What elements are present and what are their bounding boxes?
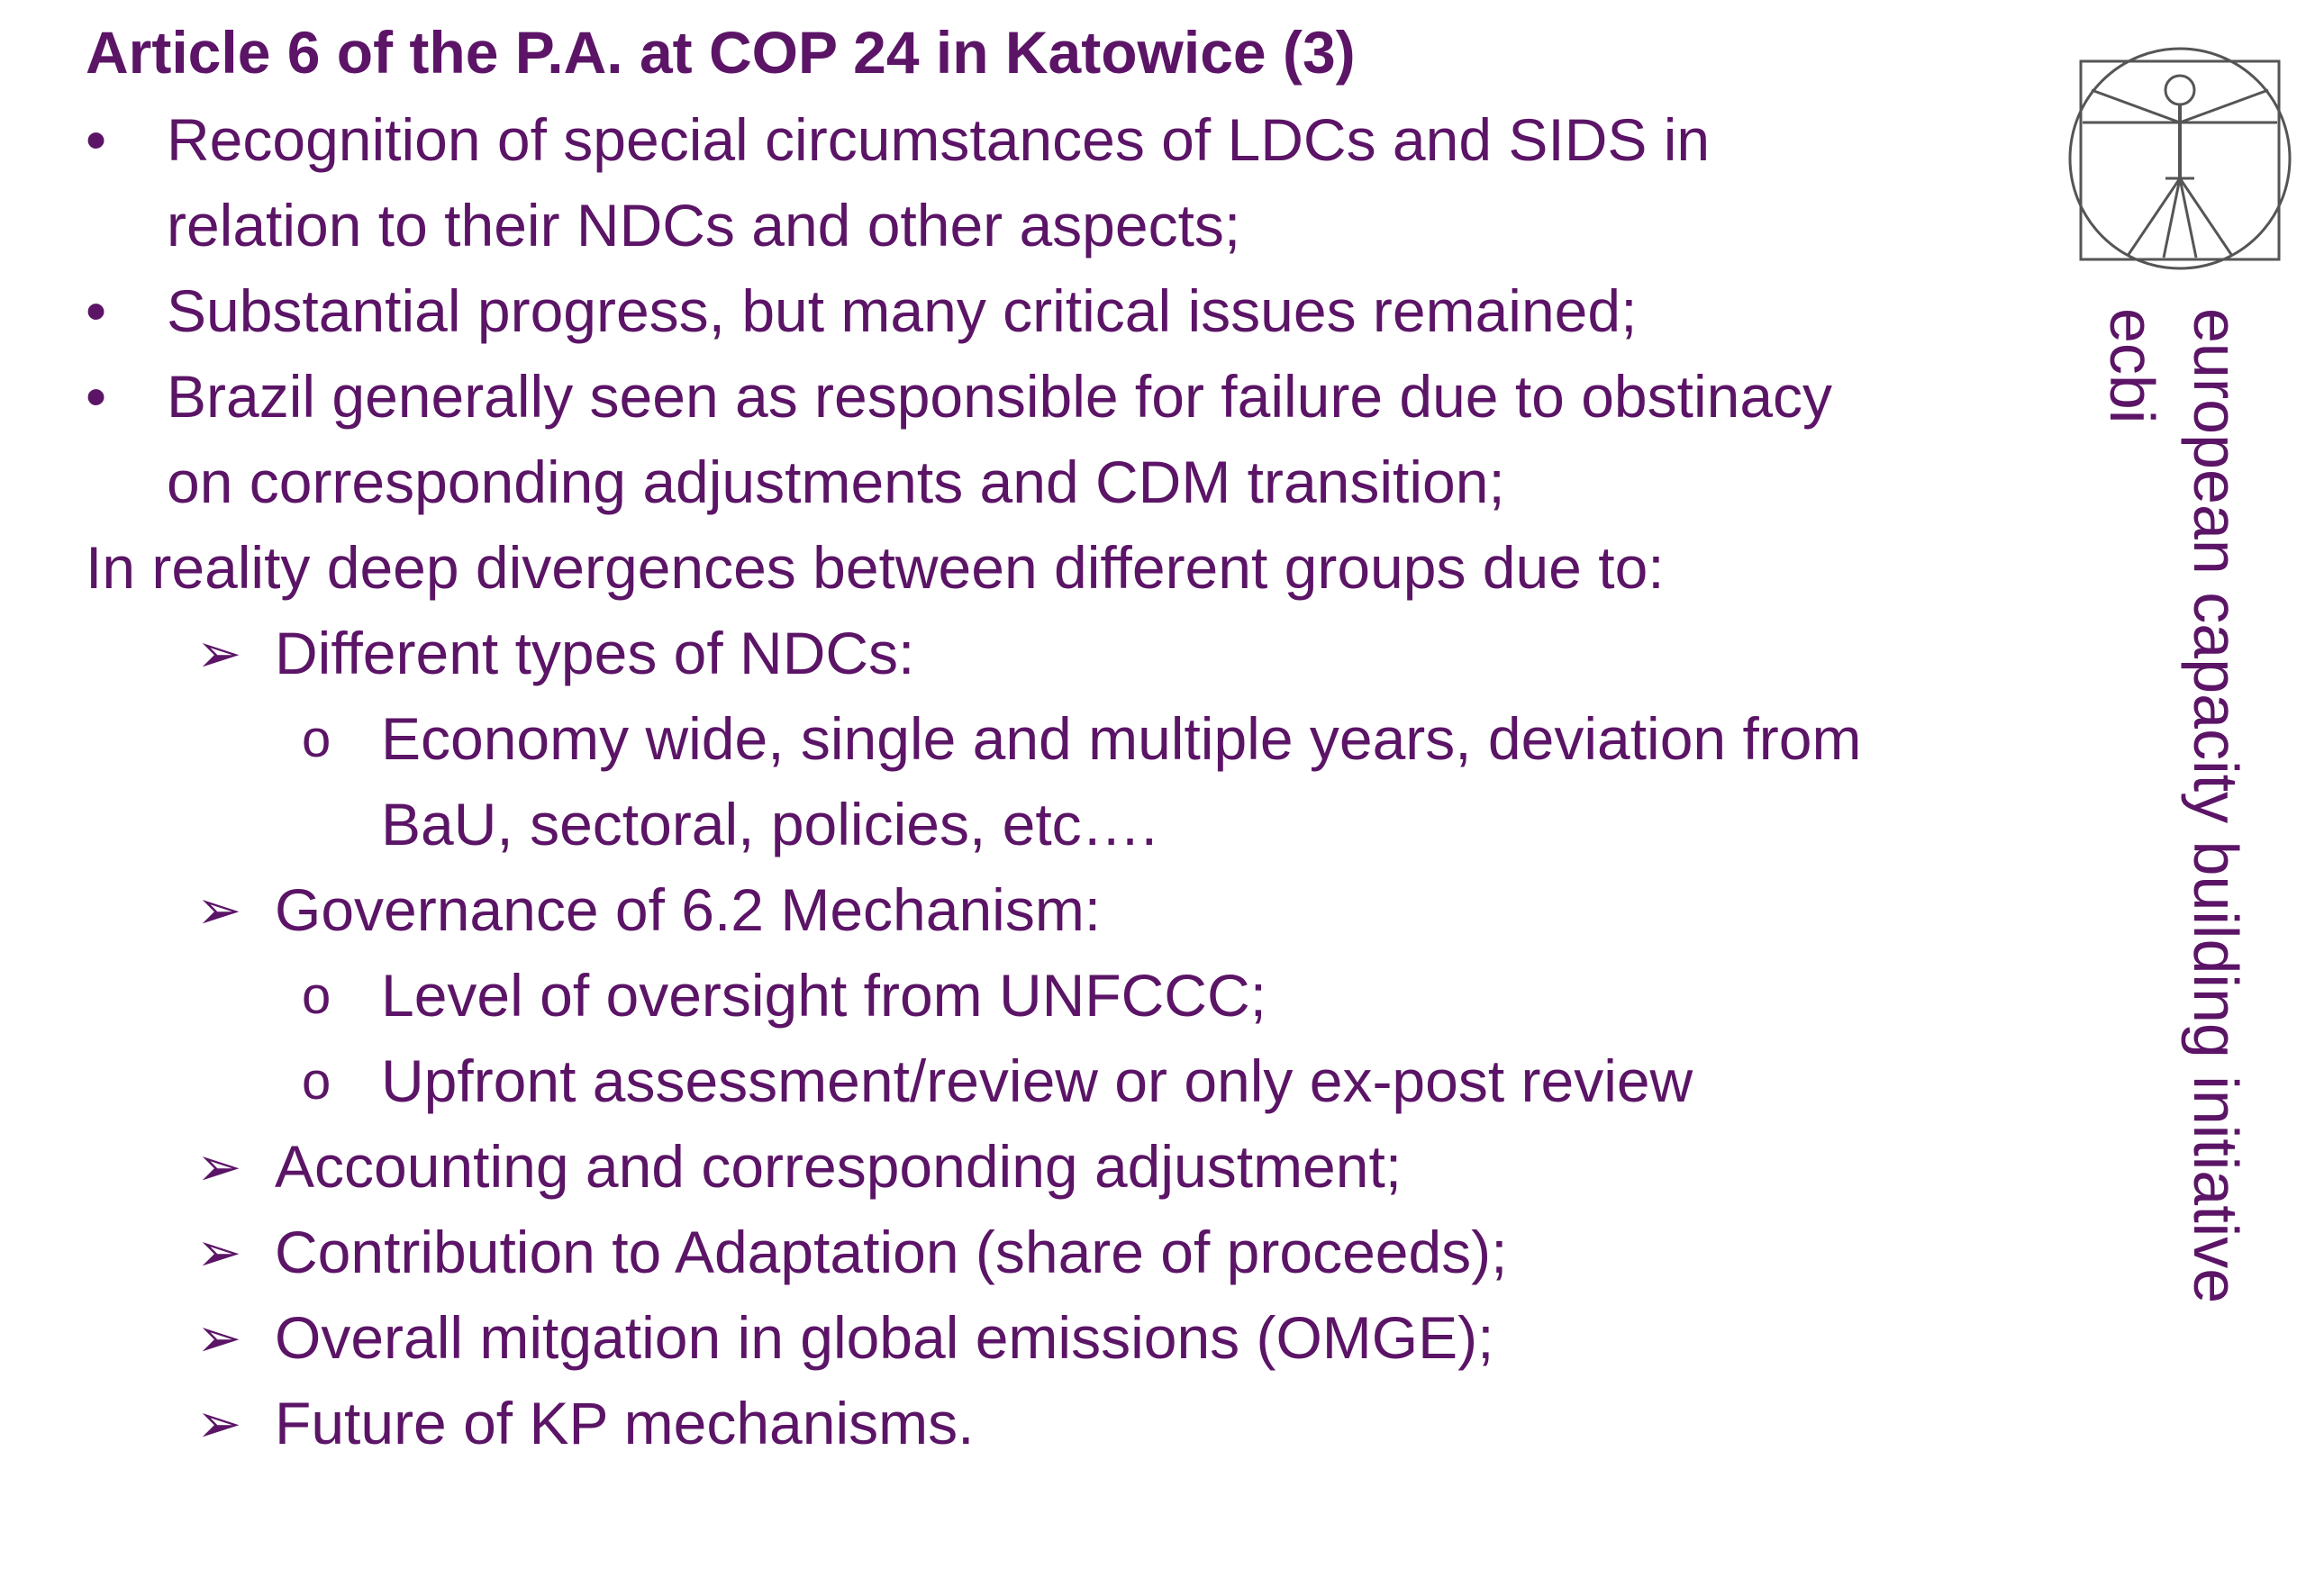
bullet-text: Overall mitgation in global emissions (OMGE); xyxy=(275,1304,1494,1371)
bullet-text: Substantial progress, but many critical issues remained; xyxy=(167,277,1638,344)
content-line xyxy=(0,183,2054,268)
content-line xyxy=(0,268,2054,354)
bullet-text: Brazil generally seen as responsible for failure due to obstinacy xyxy=(167,363,1833,430)
bullet-text: Level of oversight from UNFCCC; xyxy=(381,962,1266,1029)
bullet-text: on corresponding adjustments and CDM transition; xyxy=(167,449,1505,515)
content-line xyxy=(0,1210,2054,1295)
bullet-text: Governance of 6.2 Mechanism: xyxy=(275,876,1102,943)
content-line xyxy=(0,1295,2054,1381)
content-line xyxy=(0,525,2054,611)
content-line xyxy=(0,953,2054,1038)
bullet-text: Different types of NDCs: xyxy=(275,620,915,686)
bullet-text: BaU, sectoral, policies, etc…. xyxy=(381,791,1158,857)
content-line xyxy=(0,97,2054,183)
bullet-text: Accounting and corresponding adjustment; xyxy=(275,1133,1403,1200)
arrow-bullet-icon: ➢ xyxy=(196,1308,242,1368)
content-line xyxy=(0,867,2054,953)
content-line xyxy=(0,1124,2054,1210)
content-line xyxy=(0,1038,2054,1124)
bullet-marker: • xyxy=(86,363,107,430)
bullet-marker: • xyxy=(86,277,107,344)
bullet-text: relation to their NDCs and other aspects; xyxy=(167,192,1241,258)
slide-title: Article 6 of the P.A. at COP 24 in Katowice (3) xyxy=(86,19,1356,86)
arrow-bullet-icon: ➢ xyxy=(196,623,242,684)
arrow-bullet-icon: ➢ xyxy=(196,880,242,940)
org-name: european capacity building initiative xyxy=(2181,308,2251,1304)
circle-bullet-icon: o xyxy=(302,710,331,768)
arrow-bullet-icon: ➢ xyxy=(196,1393,242,1454)
circle-bullet-icon: o xyxy=(302,1052,331,1111)
bullet-text: Economy wide, single and multiple years, deviation from xyxy=(381,705,1862,772)
content-line xyxy=(0,440,2054,525)
circle-bullet-icon: o xyxy=(302,966,331,1025)
bullet-text: Upfront assessment/review or only ex-post review xyxy=(381,1047,1693,1114)
branding-sidebar xyxy=(2063,27,2297,1468)
content-line xyxy=(0,354,2054,440)
content-line xyxy=(0,611,2054,696)
arrow-bullet-icon: ➢ xyxy=(196,1137,242,1197)
bullet-text: Contribution to Adaptation (share of proceeds); xyxy=(275,1219,1508,1285)
content-line xyxy=(0,782,2054,867)
content-line xyxy=(0,696,2054,782)
vitruvian-man-icon xyxy=(2063,43,2297,277)
bullet-text: Future of KP mechanisms. xyxy=(275,1390,975,1456)
org-abbreviation: ecbi xyxy=(2097,308,2167,424)
bullet-marker: • xyxy=(86,106,107,173)
content-line xyxy=(0,1381,2054,1466)
paragraph-text: In reality deep divergences between different groups due to: xyxy=(86,534,1665,601)
slide-content xyxy=(0,97,2054,1466)
arrow-bullet-icon: ➢ xyxy=(196,1222,242,1283)
bullet-text: Recognition of special circumstances of LDCs and SIDS in xyxy=(167,106,1711,173)
